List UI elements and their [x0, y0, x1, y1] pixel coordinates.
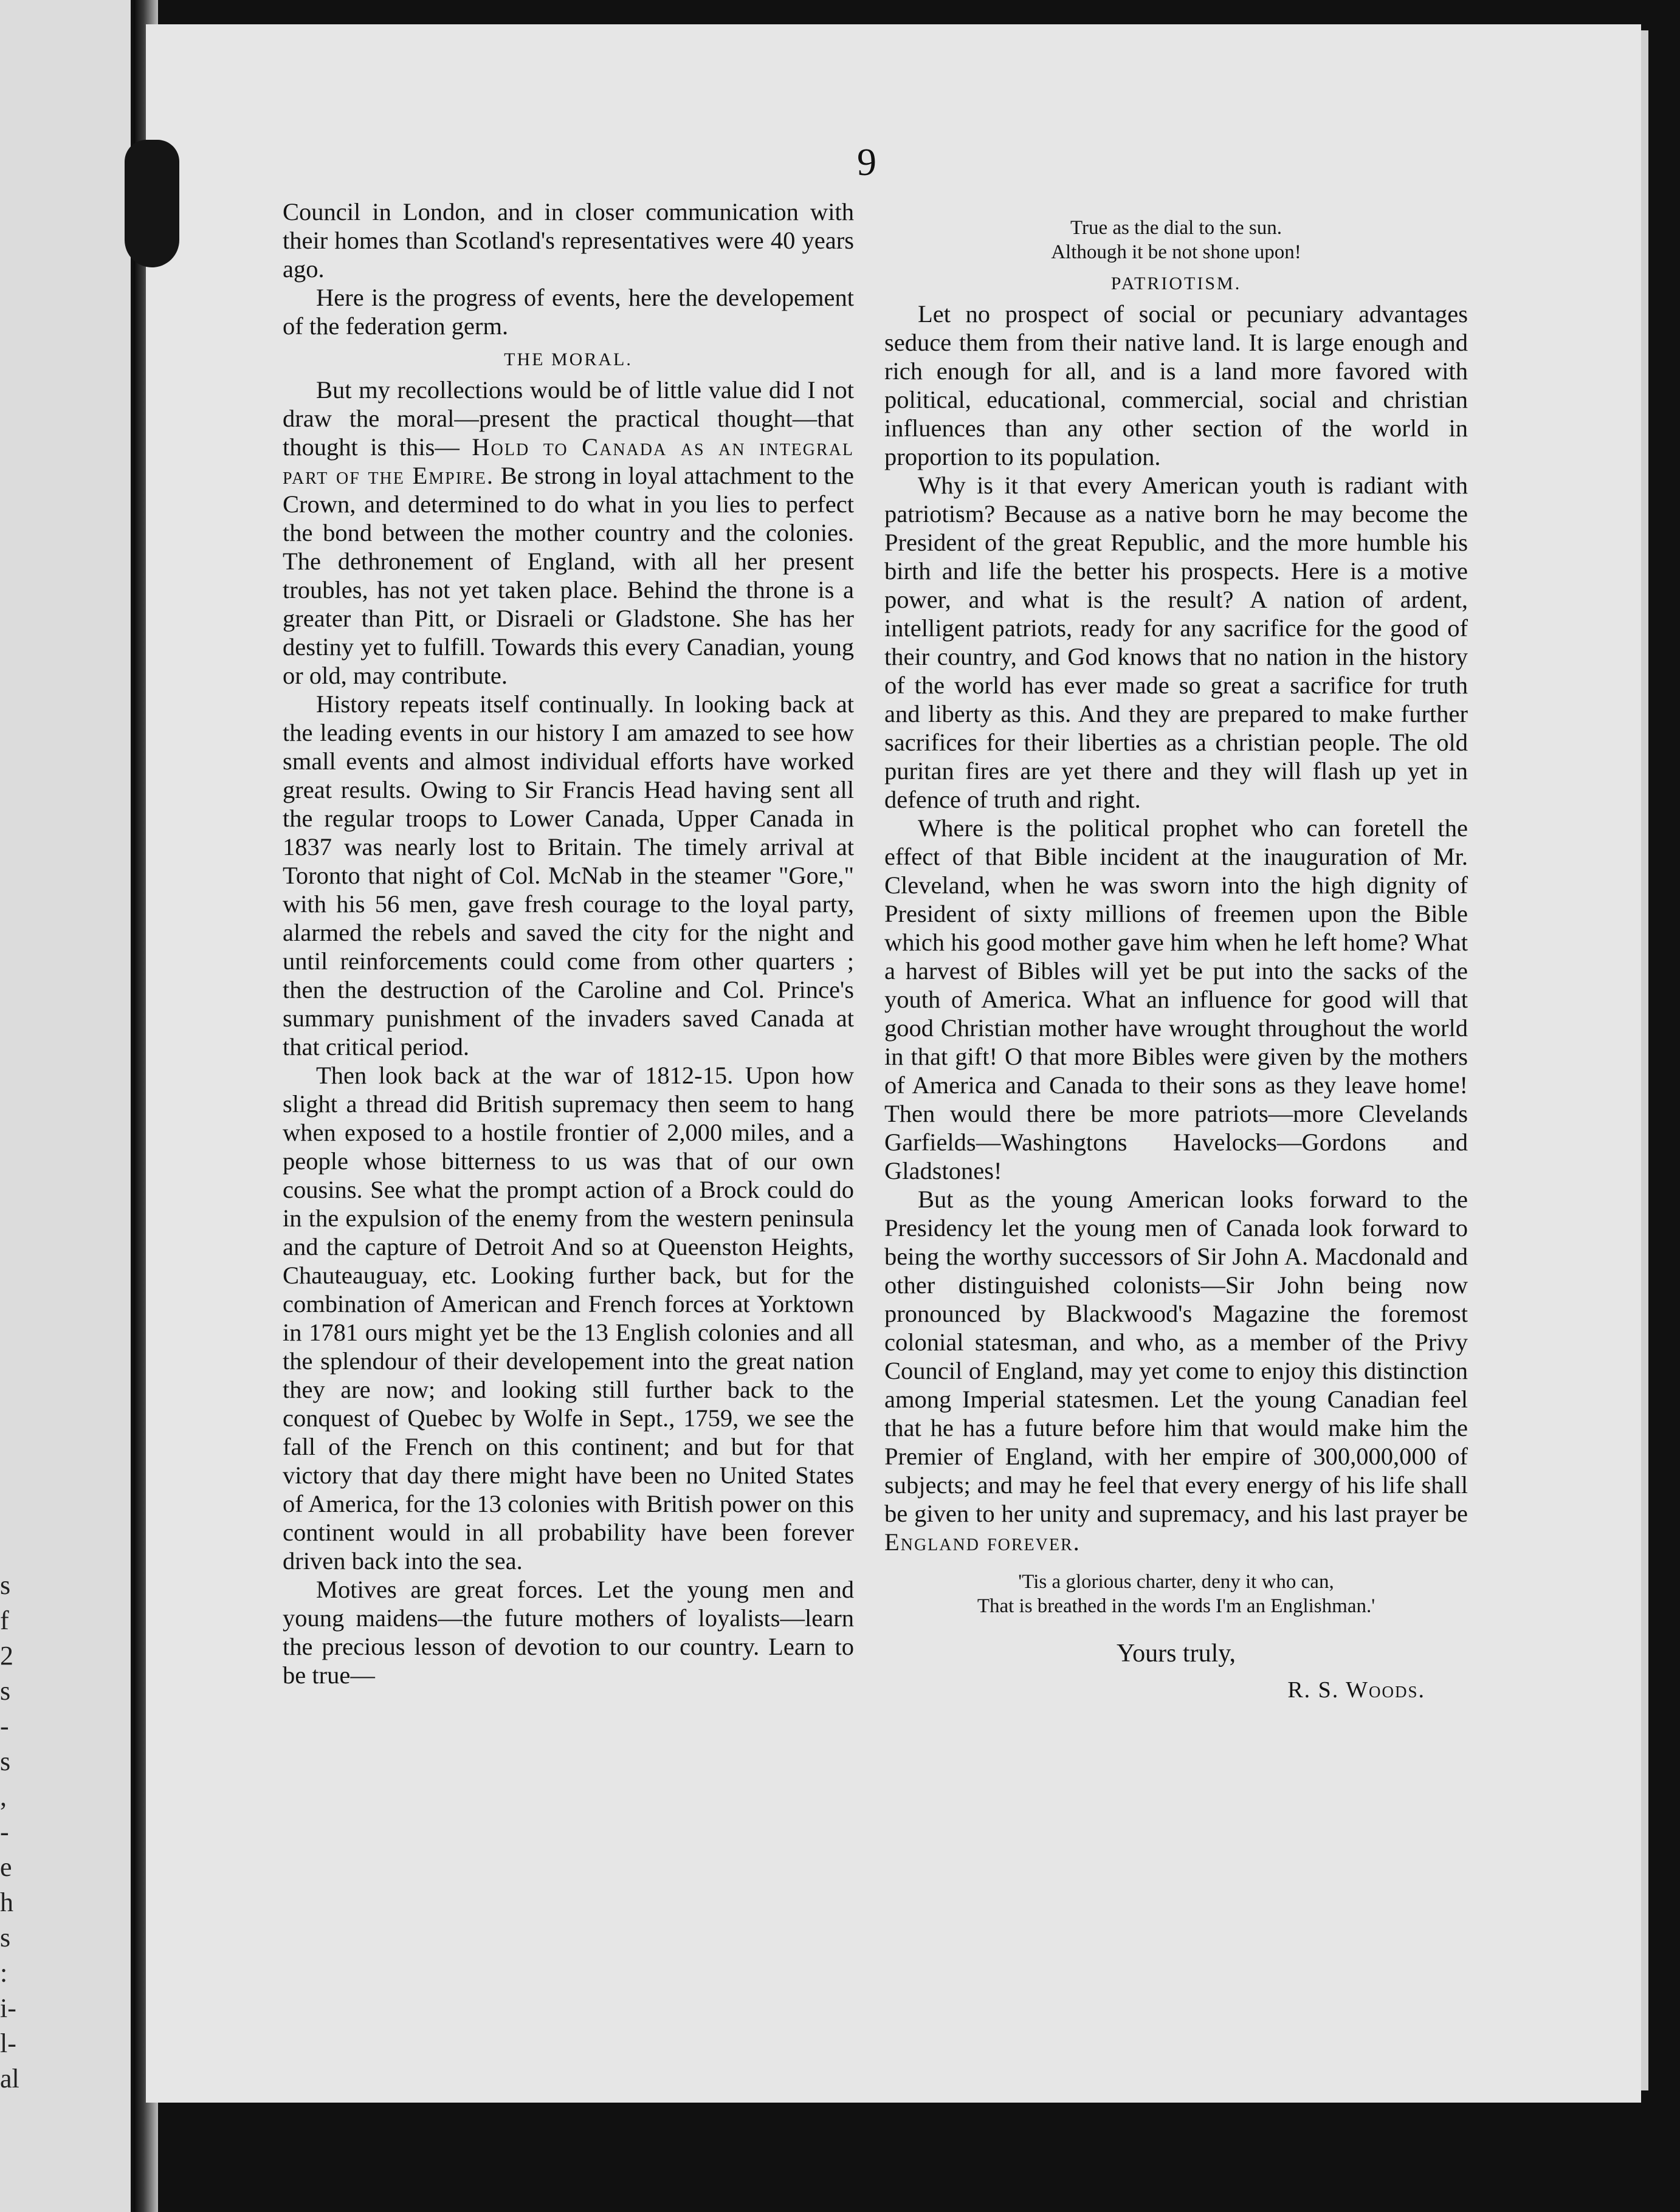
paragraph: Let no prospect of social or pecuniary advantages seduce them from their native land. It is large enough and rich enough for all, and is a land more favored with political, educational, commercial, social and christian influences than any other section of the world in proportion to its population. — [884, 300, 1468, 470]
margin-fragment: e — [0, 1852, 12, 1882]
margin-fragment: : — [0, 1958, 8, 1988]
adjacent-page-margin-text — [0, 1568, 24, 2097]
paragraph-text: But as the young American looks forward to the Presidency let the young men of Canada look forward to being the worthy successors of Sir John A. Macdonald and other distinguished colonists—Sir John being now pronounced by Blackwood's Magazine the foremost colonial statesman, and who, as a member of the Privy Council of England, may yet come to enjoy this distinction among Imperial statesmen. Let the young Canadian feel that he has a future before him that would make him the Premier of England, with her empire of 300,000,000 of subjects; and may he feel that every energy of his life shall be given to her unity and supremacy, and his last prayer be — [884, 1186, 1468, 1527]
page-edge — [1641, 30, 1648, 2090]
margin-fragment: s — [0, 1676, 11, 1706]
paragraph: Then look back at the war of 1812-15. Upon how slight a thread did British supremacy then seem to hang when exposed to a hostile frontier of 2,000 miles, and a people whose bitterness to us was that of our own cousins. See what the prompt action of a Brock could do in the expulsion of the enemy from the western peninsula and the capture of Detroit And so at Queenston Heights, Chauteauguay, etc. Looking further back, but for the combination of American and French forces at Yorktown in 1781 ours might yet be the 13 English colonies and all the splendour of their developement into the great nation they are now; and looking still further back to the conquest of Quebec by Wolfe in Sept., 1759, we see the fall of the French on this continent; and but for that victory that day there might have been no United States of America, for the 13 colonies with British power on this continent would in all probability have been forever driven back into the sea. — [283, 1062, 854, 1575]
verse-line: That is breathed in the words I'm an Englishman.' — [977, 1595, 1375, 1617]
section-heading-patriotism: PATRIOTISM. — [1110, 273, 1242, 294]
paragraph: Why is it that every American youth is radiant with patriotism? Because as a native born he may become the President of the great Republic, and the more humble his birth and life the better his prospects. Here is a motive power, and what is the result? A nation of ardent, intelligent patriots, ready for any sacrifice for the good of their country, and God knows that no nation in the history of the world has ever made so great a sacrifice for truth and liberty as this. And they are prepared to make further sacrifices for their liberties as a christian people. The old puritan fires are yet there and they will flash up yet in defence of truth and right. — [884, 472, 1468, 813]
margin-fragment: - — [0, 1711, 9, 1741]
paragraph: History repeats itself continually. In looking back at the leading events in our history I am amazed to see how small events and almost individual efforts have worked great results. Owing to Sir Francis Head having sent all the regular troops to Lower Canada, Upper Canada in 1837 was nearly lost to Britain. The timely arrival at Toronto that night of Col. McNab in the steamer "Gore," with his 56 men, gave fresh courage to the loyal party, alarmed the rebels and saved the city for the night and until reinforcements could come from other quarters ; then the destruction of the Caroline and Col. Prince's summary punishment of the invaders saved Canada at that critical period. — [283, 690, 854, 1060]
margin-fragment: - — [0, 1817, 9, 1847]
emphasis-text: Hold to Canada as an integral part of the Empire. — [283, 433, 855, 489]
verse-line: True as the dial to the sun. — [1070, 217, 1282, 239]
paragraph-text: But my recollections would be of little value did I not draw the moral—present the practical thought—that thought is this— — [283, 376, 854, 461]
closing-salutation: Yours truly, — [1116, 1640, 1236, 1668]
margin-fragment: 2 — [0, 1641, 13, 1671]
section-heading-moral: THE MORAL. — [504, 349, 633, 369]
verse-line: Although it be not shone upon! — [1051, 241, 1301, 263]
margin-fragment: s — [0, 1923, 11, 1953]
binding-ornament-icon — [125, 140, 179, 267]
paragraph-closing — [884, 1185, 1468, 1556]
adjacent-page-strip — [0, 0, 131, 2212]
margin-fragment: s — [0, 1747, 11, 1776]
margin-fragment: , — [0, 1782, 7, 1812]
paragraph: Here is the progress of events, here the developement of the federation germ. — [283, 284, 854, 340]
verse-line: 'Tis a glorious charter, deny it who can, — [1018, 1571, 1334, 1593]
margin-fragment: s — [0, 1570, 11, 1600]
paragraph: Motives are great forces. Let the young men and young maidens—the future mothers of loyalists—learn the precious lesson of devotion to our country. Learn to be true— — [283, 1576, 854, 1689]
margin-fragment: l- — [0, 2028, 16, 2058]
paragraph-text: Be strong in loyal attachment to the Crown, and determined to do what in you lies to perfect the bond between the mother country and the colonies. The dethronement of England, with all her present troubles, has not yet taken place. Behind the throne is a greater than Pitt, or Disraeli or Gladstone. She has her destiny yet to fulfill. Towards this every Canadian, young or old, may contribute. — [283, 462, 855, 689]
right-column — [884, 216, 1468, 1708]
margin-fragment: f — [0, 1606, 9, 1635]
emphasis-text: England forever. — [884, 1528, 1081, 1556]
paragraph-moral — [283, 376, 854, 690]
margin-fragment: i- — [0, 1993, 16, 2023]
author-signature: R. S. Woods. — [1287, 1677, 1425, 1703]
page-number: 9 — [857, 140, 876, 184]
margin-fragment: al — [0, 2064, 19, 2094]
paragraph: Council in London, and in closer communication with their homes than Scotland's representatives were 40 years ago. — [283, 198, 854, 283]
left-column — [283, 197, 854, 1689]
paragraph: Where is the political prophet who can foretell the effect of that Bible incident at the inauguration of Mr. Cleveland, when he was sworn into the high dignity of President of sixty millions of freemen upon the Bible which his good mother gave him when he left home? What a harvest of Bibles will yet be put into the sacks of the youth of America. What an influence for good will that good Christian mother have wrought throughout the world in that gift! O that more Bibles were given by the mothers of America and Canada to their sons as they leave home! Then would there be more patriots—more Clevelands Garfields—Washingtons Havelocks—Gordons and Gladstones! — [884, 814, 1468, 1184]
margin-fragment: h — [0, 1887, 13, 1917]
